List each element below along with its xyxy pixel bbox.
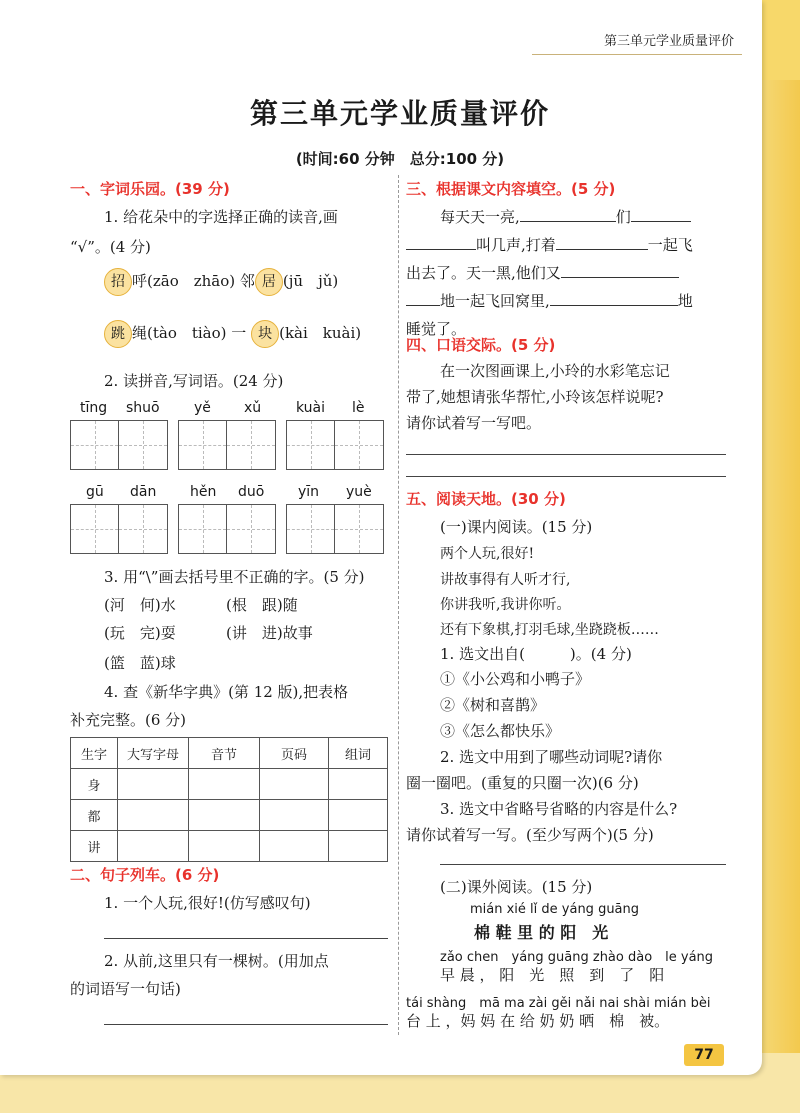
table-char-cell: 讲 bbox=[71, 831, 118, 862]
poem-line-1: 两个人玩,很好! bbox=[440, 546, 535, 562]
table-row bbox=[71, 800, 388, 831]
pinyin-10: duō bbox=[238, 484, 265, 500]
q1-row1-pinyin1[interactable]: 呼(zāo zhāo) bbox=[132, 272, 236, 290]
s3-blank-1[interactable] bbox=[520, 207, 616, 222]
q1-row2-mid: 一 bbox=[231, 324, 247, 342]
q1-row1 bbox=[104, 268, 338, 296]
page-number: 77 bbox=[684, 1044, 724, 1066]
dictionary-table bbox=[70, 737, 388, 862]
s5-part2-title: (二)课外阅读。(15 分) bbox=[440, 878, 593, 896]
s3-l2a: 叫几声,打着 bbox=[476, 236, 556, 254]
story-title-pinyin: mián xié lǐ de yáng guāng bbox=[470, 902, 640, 917]
s3-l1a: 每天天一亮, bbox=[440, 208, 520, 226]
table-input-cell[interactable] bbox=[260, 800, 329, 831]
pinyin-1: tīng bbox=[80, 400, 108, 416]
s3-l4a: 地一起飞回窝里, bbox=[440, 292, 550, 310]
table-row bbox=[71, 831, 388, 862]
s4-answer-line-1[interactable] bbox=[406, 454, 726, 455]
s2-q2-answer-line[interactable] bbox=[104, 1024, 388, 1025]
flower-char-2[interactable]: 居 bbox=[255, 268, 283, 296]
story-line-1: 早 晨 ， 阳 光 照 到 了 阳 bbox=[440, 966, 665, 984]
s3-line2 bbox=[406, 234, 693, 255]
s2-q2-line1: 2. 从前,这里只有一棵树。(用加点 bbox=[104, 952, 329, 970]
writing-grid-2[interactable] bbox=[178, 420, 276, 470]
table-input-cell[interactable] bbox=[329, 831, 388, 862]
table-header-cell: 生字 bbox=[71, 738, 118, 769]
s3-blank-4[interactable] bbox=[556, 235, 648, 250]
table-input-cell[interactable] bbox=[260, 831, 329, 862]
q2-title: 2. 读拼音,写词语。(24 分) bbox=[104, 372, 284, 390]
s3-blank-7[interactable] bbox=[550, 291, 678, 306]
column-divider bbox=[398, 175, 399, 1035]
q3-item-e[interactable]: (篮 蓝)球 bbox=[104, 654, 176, 672]
s5-part1-title: (一)课内阅读。(15 分) bbox=[440, 518, 593, 536]
s3-line3 bbox=[406, 262, 679, 283]
flower-char-3[interactable]: 跳 bbox=[104, 320, 132, 348]
writing-grid-4[interactable] bbox=[70, 504, 168, 554]
q4-line2: 补充完整。(6 分) bbox=[70, 711, 187, 729]
table-header-cell: 音节 bbox=[189, 738, 260, 769]
q1-row2 bbox=[104, 320, 361, 348]
q1-row2-pinyin2[interactable]: (kài kuài) bbox=[279, 324, 362, 342]
section-1-title: 一、字词乐园。(39 分) bbox=[70, 180, 230, 198]
s4-line3: 请你试着写一写吧。 bbox=[406, 414, 542, 432]
pinyin-7: gū bbox=[86, 484, 104, 500]
pinyin-8: dān bbox=[130, 484, 157, 500]
s3-blank-6[interactable] bbox=[406, 291, 440, 306]
pinyin-2: shuō bbox=[126, 400, 160, 416]
s5-q1-option-3[interactable]: ③《怎么都快乐》 bbox=[440, 722, 561, 740]
q4-line1: 4. 查《新华字典》(第 12 版),把表格 bbox=[104, 683, 349, 701]
q3-item-c[interactable]: (玩 完)耍 bbox=[104, 624, 176, 642]
pinyin-12: yuè bbox=[346, 484, 372, 500]
writing-grid-5[interactable] bbox=[178, 504, 276, 554]
q1-row2-pinyin1[interactable]: 绳(tào tiào) bbox=[132, 324, 227, 342]
s4-answer-line-2[interactable] bbox=[406, 476, 726, 477]
story-pinyin-1: zǎo chen yáng guāng zhào dào le yáng bbox=[440, 950, 714, 965]
s3-blank-2[interactable] bbox=[631, 207, 691, 222]
s2-q2-line2: 的词语写一句话) bbox=[70, 980, 181, 998]
section-5-title: 五、阅读天地。(30 分) bbox=[406, 490, 566, 508]
table-input-cell[interactable] bbox=[189, 831, 260, 862]
page-subtitle: (时间:60 分钟 总分:100 分) bbox=[295, 150, 505, 168]
s5-q2-line1: 2. 选文中用到了哪些动词呢?请你 bbox=[440, 748, 663, 766]
section-3-title: 三、根据课文内容填空。(5 分) bbox=[406, 180, 616, 198]
section-4-title: 四、口语交际。(5 分) bbox=[406, 336, 556, 354]
table-input-cell[interactable] bbox=[118, 831, 189, 862]
q1-line1: 1. 给花朵中的字选择正确的读音,画 bbox=[104, 208, 338, 226]
s3-l2b: 一起飞 bbox=[647, 236, 693, 254]
s3-blank-3[interactable] bbox=[406, 235, 476, 250]
story-line-2: 台 上 ，妈 妈 在 给 奶 奶 晒 棉 被。 bbox=[406, 1012, 670, 1030]
s3-l1b: 们 bbox=[615, 208, 631, 226]
pinyin-4: xǔ bbox=[244, 400, 262, 416]
s5-q3-line2: 请你试着写一写。(至少写两个)(5 分) bbox=[406, 826, 654, 844]
pinyin-6: lè bbox=[352, 400, 365, 416]
s3-blank-5[interactable] bbox=[561, 263, 679, 278]
section-2-title: 二、句子列车。(6 分) bbox=[70, 866, 220, 884]
table-header-cell: 组词 bbox=[329, 738, 388, 769]
q1-row1-mid: 邻 bbox=[239, 272, 255, 290]
pinyin-9: hěn bbox=[190, 484, 217, 500]
poem-line-2: 讲故事得有人听才行, bbox=[440, 572, 571, 588]
table-header-row bbox=[71, 738, 388, 769]
s3-line1 bbox=[440, 206, 691, 227]
writing-grid-3[interactable] bbox=[286, 420, 384, 470]
table-header-cell: 页码 bbox=[260, 738, 329, 769]
s2-q1: 1. 一个人玩,很好!(仿写感叹句) bbox=[104, 894, 311, 912]
s5-q3-answer-line[interactable] bbox=[440, 864, 726, 865]
table-input-cell[interactable] bbox=[118, 800, 189, 831]
q1-line2: “√”。(4 分) bbox=[70, 238, 151, 256]
q3-title: 3. 用“\”画去括号里不正确的字。(5 分) bbox=[104, 568, 365, 586]
writing-grid-6[interactable] bbox=[286, 504, 384, 554]
pinyin-5: kuài bbox=[296, 400, 326, 416]
table-input-cell[interactable] bbox=[329, 769, 388, 800]
q1-row1-pinyin2[interactable]: (jū jǔ) bbox=[282, 272, 339, 290]
s5-q2-line2: 圈一圈吧。(重复的只圈一次)(6 分) bbox=[406, 774, 639, 792]
table-input-cell[interactable] bbox=[329, 800, 388, 831]
table-row bbox=[71, 769, 388, 800]
s5-q1-option-1[interactable]: ①《小公鸡和小鸭子》 bbox=[440, 670, 591, 688]
s5-q1: 1. 选文出自( )。(4 分) bbox=[440, 645, 632, 663]
s3-line4 bbox=[406, 290, 693, 311]
table-char-cell: 身 bbox=[71, 769, 118, 800]
table-char-cell: 都 bbox=[71, 800, 118, 831]
poem-line-3: 你讲我听,我讲你听。 bbox=[440, 597, 571, 613]
table-input-cell[interactable] bbox=[189, 769, 260, 800]
table-input-cell[interactable] bbox=[118, 769, 189, 800]
s2-q1-answer-line[interactable] bbox=[104, 938, 388, 939]
s5-q1-option-2[interactable]: ②《树和喜鹊》 bbox=[440, 696, 546, 714]
s3-l3: 出去了。天一黑,他们又 bbox=[406, 264, 561, 282]
page-title: 第三单元学业质量评价 bbox=[249, 97, 550, 130]
q3-item-d[interactable]: (讲 进)故事 bbox=[226, 624, 313, 642]
pinyin-11: yīn bbox=[298, 484, 320, 500]
header-tag-text: 第三单元学业质量评价 bbox=[603, 34, 734, 49]
poem-line-4: 还有下象棋,打羽毛球,坐跷跷板…… bbox=[440, 622, 659, 638]
story-title: 棉 鞋 里 的 阳 光 bbox=[474, 923, 609, 942]
writing-grid-1[interactable] bbox=[70, 420, 168, 470]
pinyin-3: yě bbox=[194, 400, 211, 416]
header-tag bbox=[532, 18, 742, 58]
table-header-cell: 大写字母 bbox=[118, 738, 189, 769]
s3-line5: 睡觉了。 bbox=[406, 320, 467, 338]
q3-item-a[interactable]: (河 何)水 bbox=[104, 596, 176, 614]
s4-line2: 带了,她想请张华帮忙,小玲该怎样说呢? bbox=[406, 388, 664, 406]
s3-l4b: 地 bbox=[677, 292, 693, 310]
q3-item-b[interactable]: (根 跟)随 bbox=[226, 596, 298, 614]
flower-char-1[interactable]: 招 bbox=[104, 268, 132, 296]
s5-q3-line1: 3. 选文中省略号省略的内容是什么? bbox=[440, 800, 678, 818]
table-input-cell[interactable] bbox=[189, 800, 260, 831]
table-input-cell[interactable] bbox=[260, 769, 329, 800]
story-pinyin-2: tái shàng mā ma zài gěi nǎi nai shài mián bèi bbox=[406, 996, 711, 1011]
s4-line1: 在一次图画课上,小玲的水彩笔忘记 bbox=[440, 362, 670, 380]
flower-char-4[interactable]: 块 bbox=[251, 320, 279, 348]
